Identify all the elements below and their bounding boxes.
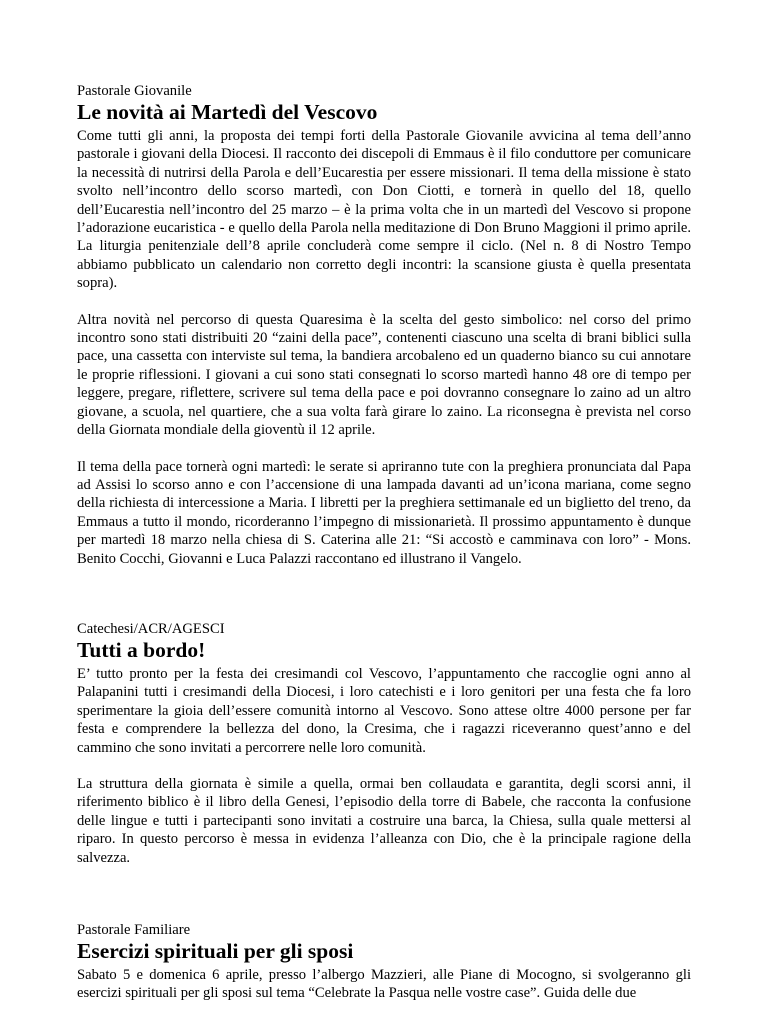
document-page <box>77 82 691 1021</box>
section-kicker: Pastorale Familiare <box>77 922 191 938</box>
section-title: Le novità ai Martedì del Vescovo <box>77 100 378 124</box>
section-catechesi <box>77 620 691 867</box>
paragraph: Sabato 5 e domenica 6 aprile, presso l’albergo Mazzieri, alle Piane di Mocogno, si svolgeranno gli esercizi spirituali per gli sposi sul tema “Celebrate la Pasqua nelle vostre case”. Guida delle due <box>77 967 691 1002</box>
section-kicker: Pastorale Giovanile <box>77 83 192 99</box>
section-title: Tutti a bordo! <box>77 637 206 662</box>
section-kicker: Catechesi/ACR/AGESCI <box>77 620 225 637</box>
paragraph: Il tema della pace tornerà ogni martedì: le serate si apriranno tute con la preghiera pronunciata dal Papa ad Assisi lo scorso anno e con l’accensione di una lampada davanti ad un’icona mariana, come segno della richiesta di intercessione a Maria. I libretti per la preghiera settimanale ed un biglietto del treno, da Emmaus a tutto il mondo, ricorderanno l’impegno di missionarietà. Il prossimo appuntamento è dunque per martedì 18 marzo nella chiesa di S. Caterina alle 21: “Si accostò e camminava con loro” - Mons. Benito Cocchi, Giovanni e Luca Palazzi raccontano ed illustrano il Vangelo. <box>77 458 691 567</box>
paragraph: Come tutti gli anni, la proposta dei tempi forti della Pastorale Giovanile avvicina al tema dell’anno pastorale i giovani della Diocesi. Il racconto dei discepoli di Emmaus è il filo conduttore per comunicare la necessità di nutrirsi della Parola e dell’Eucarestia per essere missionari. Il tema della missione è stato svolto nell’incontro dello scorso martedì, con Don Ciotti, e tornerà in quello del 18, quello dell’Eucarestia nell’incontro del 25 marzo – è la prima volta che in un martedì del Vescovo si propone l’adorazione eucaristica - e quello della Parola nella meditazione di Don Bruno Maggioni il primo aprile. La liturgia penitenziale dell’8 aprile concluderà come sempre il ciclo. (Nel n. 8 di Nostro Tempo abbiamo pubblicato un calendario non corretto degli incontri: la scansione giusta è quella presentata sopra). <box>77 128 691 292</box>
section-title: Esercizi spirituali per gli sposi <box>77 939 354 963</box>
section-pastorale-giovanile <box>77 82 691 568</box>
section-spacer <box>77 586 691 620</box>
paragraph: Altra novità nel percorso di questa Quaresima è la scelta del gesto simbolico: nel corso del primo incontro sono stati distribuiti 20 “zaini della pace”, contenenti ciascuno una scelta di brani biblici sulla pace, una cassetta con interviste sul tema, la bandiera arcobaleno ed un quaderno bianco su cui annotare le proprie riflessioni. I giovani a cui sono stati consegnati lo scorso martedì hanno 48 ore di tempo per leggere, pregare, riflettere, scrivere sul tema della pace e poi dovranno consegnare lo zaino ad un altro giovane, a scuola, nel quartiere, che a sua volta farà girare lo zaino. La riconsegna è prevista nel corso della Giornata mondiale della gioventù il 12 aprile. <box>77 311 691 439</box>
section-spacer <box>77 885 691 921</box>
paragraph: E’ tutto pronto per la festa dei cresimandi col Vescovo, l’appuntamento che raccoglie ogni anno al Palapanini tutti i cresimandi della Diocesi, i loro catechisti e i loro genitori per una festa che fa loro sperimentare la gioia dell’essere comunità intorno al Vescovo. Sono attese oltre 4000 persone per far festa e comprendere la bellezza del dono, la Cresima, che i ragazzi riceveranno quest’anno e del cammino che sono invitati a percorrere nelle loro comunità. <box>77 665 691 756</box>
section-pastorale-familiare <box>77 921 691 1003</box>
paragraph: La struttura della giornata è simile a quella, ormai ben collaudata e garantita, degli scorsi anni, il riferimento biblico è il libro della Genesi, l’episodio della torre di Babele, che racconta la confusione delle lingue e tutti i partecipanti sono invitati a costruire una barca, la Chiesa, sulla quale mettersi al riparo. In questo percorso è messa in evidenza l’alleanza con Dio, che è la principale ragione della salvezza. <box>77 775 691 866</box>
